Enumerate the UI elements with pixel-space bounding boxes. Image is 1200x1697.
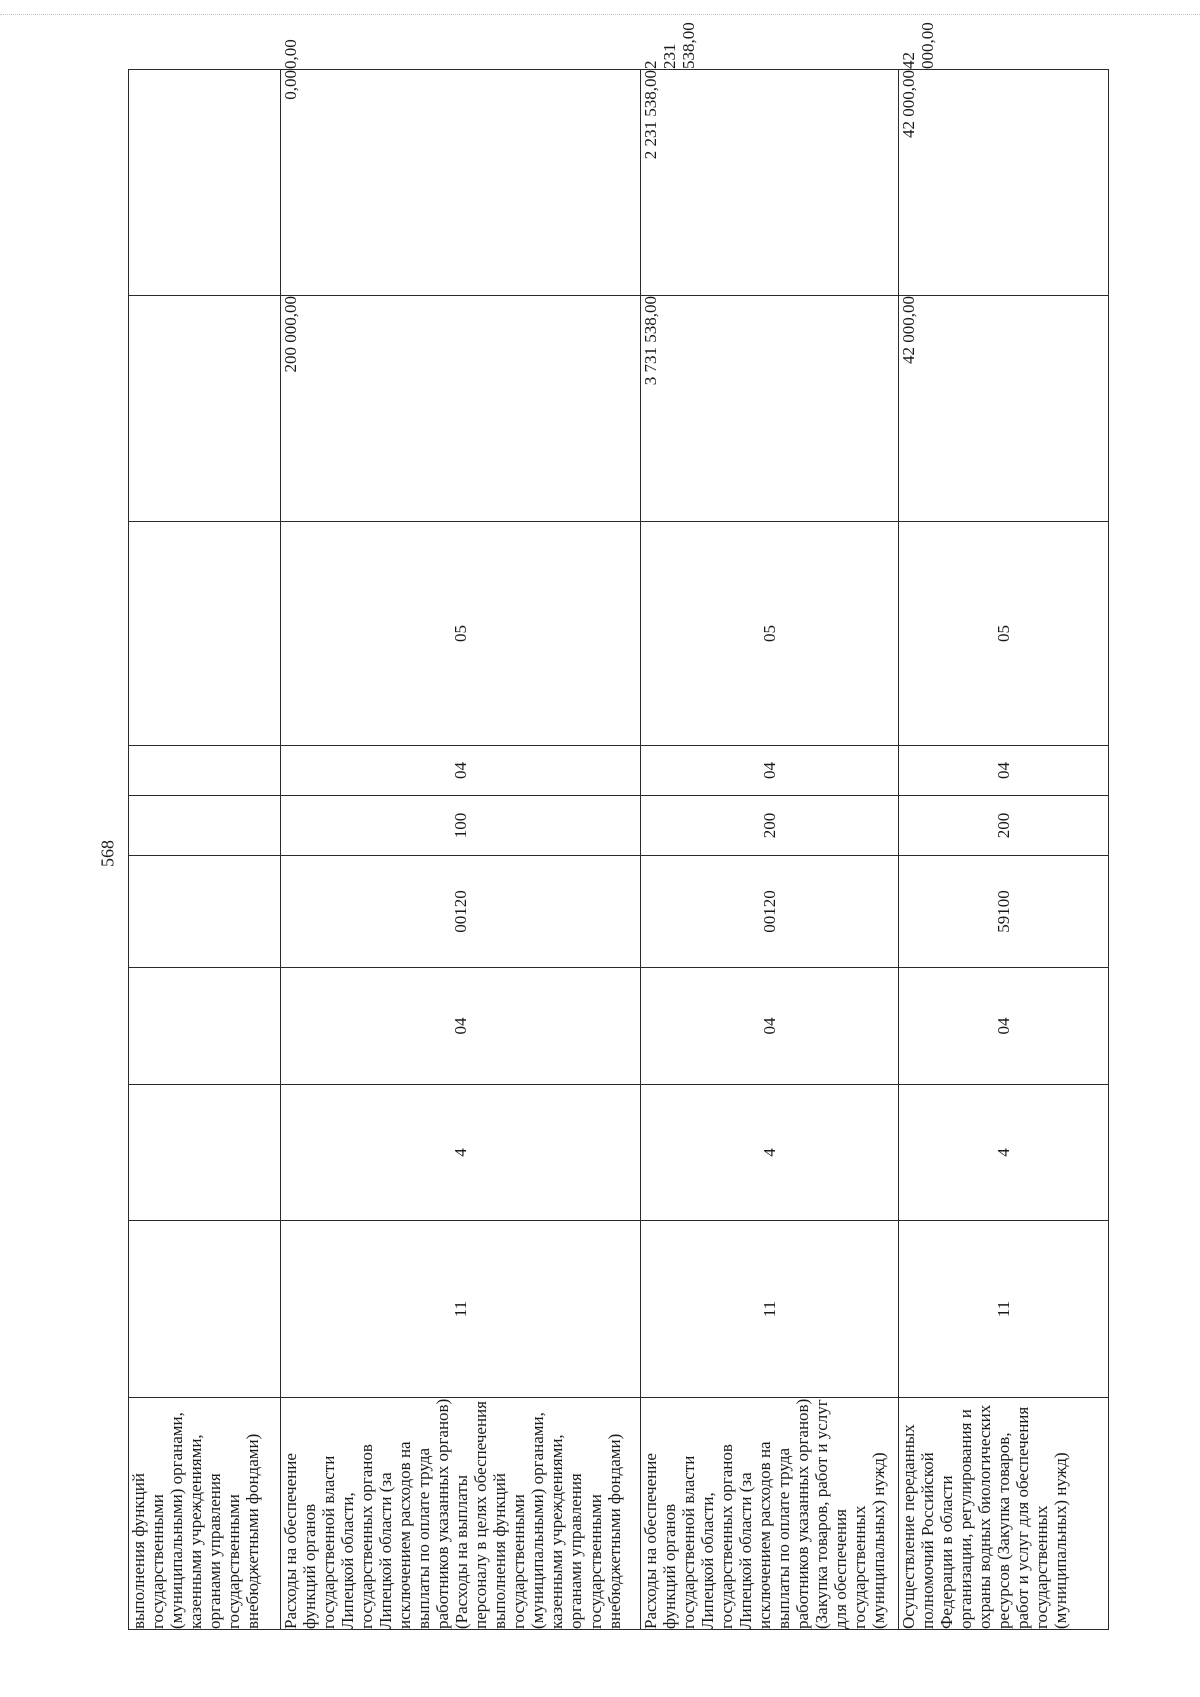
cell-program: 4: [899, 1085, 1109, 1221]
cell-direction: 00120: [281, 856, 641, 968]
cell-expense-type: 200: [899, 796, 1109, 856]
table-row: Осуществление переданных полномочий Российской Федерации в области организации, регулирования и охраны водных биологических ресурсов (Закупка товаров, работ и услуг для обеспечения государственных (муниципальных) нужд) 11 4 04 59100 200 04 05 42 000,00 42 000,00 42 000,00: [899, 70, 1109, 1630]
page-number: 568: [97, 840, 118, 867]
cell-chapter: 11: [641, 1221, 899, 1398]
cell-subprogram: 04: [281, 968, 641, 1085]
cell-expense-type: [129, 796, 281, 856]
table-row: Расходы на обеспечение функций органов государственной власти Липецкой области, государственных органов Липецкой области (за исключением расходов на выплаты по оплате труда работников указанных органов) (Расходы на выплаты персоналу в целях обеспечения выполнения функций государственными (муниципальными) органами, казенными учреждениями, органами управления государственными внебюджетными фондами) 11 4 04 00120 100 04 05 200 000,00 0,00 0,00: [281, 70, 641, 1630]
cell-amount-2: 2 231 538,00: [641, 70, 899, 296]
cell-direction: 59100: [899, 856, 1109, 968]
cell-amount-1: [129, 296, 281, 522]
cell-program: 4: [281, 1085, 641, 1221]
cell-direction: [129, 856, 281, 968]
budget-table: [128, 22, 1109, 1630]
cell-subprogram: 04: [641, 968, 899, 1085]
rotated-table-container: [128, 22, 1108, 1630]
table-row: Расходы на обеспечение функций органов государственной власти Липецкой области, государственных органов Липецкой области (за исключением расходов на выплаты по оплате труда работников указанных органов) (Закупка товаров, работ и услуг для обеспечения государственных (муниципальных) нужд) 11 4 04 00120 200 04 05 3 731 538,00 2 231 538,00 2 231 538,00: [641, 70, 899, 1630]
cell-chapter: 11: [281, 1221, 641, 1398]
row-description: выполнения функций государственными (муниципальными) органами, казенными учреждениями, органами управления государственными внебюджетными фондами): [129, 1398, 281, 1630]
cell-amount-2: [129, 70, 281, 296]
cell-section: [129, 746, 281, 796]
cell-section: 04: [641, 746, 899, 796]
cell-expense-type: 200: [641, 796, 899, 856]
cell-subsection: 05: [641, 522, 899, 746]
cell-section: 04: [899, 746, 1109, 796]
table-row: [129, 70, 281, 1630]
cell-amount-1: 200 000,00: [281, 296, 641, 522]
cell-section: 04: [281, 746, 641, 796]
cell-subsection: [129, 522, 281, 746]
cell-amount-2: 0,00: [281, 70, 641, 296]
row-description: Расходы на обеспечение функций органов государственной власти Липецкой области, государственных органов Липецкой области (за исключением расходов на выплаты по оплате труда работников указанных органов) (Расходы на выплаты персоналу в целях обеспечения выполнения функций государственными (муниципальными) органами, казенными учреждениями, органами управления государственными внебюджетными фондами): [281, 1398, 641, 1630]
cell-amount-1: 42 000,00: [899, 296, 1109, 522]
cell-chapter: [129, 1221, 281, 1398]
cell-chapter: 11: [899, 1221, 1109, 1398]
cell-program: 4: [641, 1085, 899, 1221]
cell-subsection: 05: [281, 522, 641, 746]
scan-top-edge: [0, 14, 1200, 15]
cell-amount-2: 42 000,00: [899, 70, 1109, 296]
row-description: Осуществление переданных полномочий Российской Федерации в области организации, регулирования и охраны водных биологических ресурсов (Закупка товаров, работ и услуг для обеспечения государственных (муниципальных) нужд): [899, 1398, 1109, 1630]
row-description: Расходы на обеспечение функций органов государственной власти Липецкой области, государственных органов Липецкой области (за исключением расходов на выплаты по оплате труда работников указанных органов) (Закупка товаров, работ и услуг для обеспечения государственных (муниципальных) нужд): [641, 1398, 899, 1630]
cell-subprogram: [129, 968, 281, 1085]
cell-subprogram: 04: [899, 968, 1109, 1085]
cell-program: [129, 1085, 281, 1221]
cell-direction: 00120: [641, 856, 899, 968]
cell-expense-type: 100: [281, 796, 641, 856]
cell-subsection: 05: [899, 522, 1109, 746]
cell-amount-1: 3 731 538,00: [641, 296, 899, 522]
